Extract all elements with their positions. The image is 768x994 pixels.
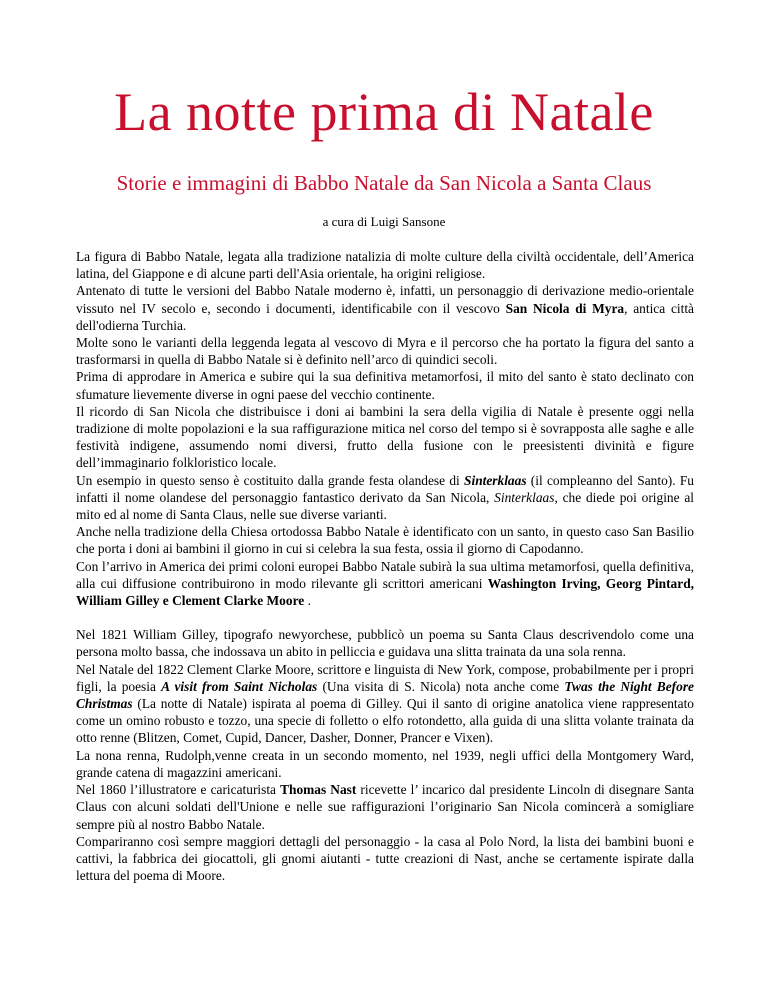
text-run: , che diede poi origine al mito ed al nome di Santa Claus, nelle sue diverse varianti. xyxy=(76,489,694,523)
paragraph-3: Molte sono le varianti della leggenda legata al vescovo di Myra e il percorso che ha portato la figura del santo a trasformarsi in quella di Babbo Natale si è definito nell’arco di quindici secoli. xyxy=(76,335,694,368)
page-title: La notte prima di Natale xyxy=(114,82,654,142)
paragraph-9: Nel 1821 William Gilley, tipografo newyorchese, pubblicò un poema su Santa Claus descrivendolo come una persona molto bassa, che indossava un abito in pelliccia e guidava una slitta trainata da una sola renna. xyxy=(76,627,694,660)
bold-italic-title: A visit from Saint Nicholas xyxy=(161,678,318,694)
paragraph-13: Compariranno così sempre maggiori dettagli del personaggio - la casa al Polo Nord, la lista dei bambini buoni e cattivi, la fabbrica dei giocattoli, gli gnomi aiutanti - tutte creazioni di Nast, anche se certamente ispirate dalla lettura del poema di Moore. xyxy=(76,833,694,884)
text-run: Con l’arrivo in America dei primi coloni europei Babbo Natale subirà la sua ultima metamorfosi, quella definitiva, alla cui diffusione contribuirono in modo rilevante gli scrittori americani xyxy=(76,558,694,591)
bold-italic-title: Twas the Night Before Christmas xyxy=(76,678,694,712)
paragraph-5: Il ricordo di San Nicola che distribuisce i doni ai bambini la sera della vigilia di Natale è presente oggi nella tradizione di molte popolazioni e la sua raffigurazione mitica nel corso del tempo si è sovrapposta alle saghe e alle festività indigene, assumendo nomi diversi, frutto della fusione con le preesistenti divinità e figure dell’immaginario folkloristico locale. xyxy=(76,403,694,471)
text-run: Nel 1860 l’illustratore e caricaturista xyxy=(76,782,281,798)
paragraph-10 xyxy=(76,661,694,747)
text-run: ricevette l’ incarico dal presidente Lincoln di disegnare Santa Claus con alcuni soldati dell'Unione e nelle sue raffigurazioni l’originario San Nicola comincerà a somigliare sempre più al nostro Babbo Natale. xyxy=(76,782,694,832)
text-run: Nel Natale del 1822 Clement Clarke Moore, scrittore e linguista di New York, compose, probabilmente per i propri figli, la poesia xyxy=(76,661,694,694)
text-run: Antenato di tutte le versioni del Babbo Natale moderno è, infatti, un personaggio di derivazione medio-orientale vissuto nel IV secolo e, secondo i documenti, identificabile con il vescovo xyxy=(76,283,694,316)
paragraph-12 xyxy=(76,781,694,833)
paragraph-2 xyxy=(76,282,694,334)
page-subtitle: Storie e immagini di Babbo Natale da San Nicola a Santa Claus xyxy=(116,171,652,195)
paragraph-6 xyxy=(76,472,694,524)
body-text xyxy=(76,248,694,884)
bold-name: Thomas Nast xyxy=(280,782,357,798)
paragraph-1: La figura di Babbo Natale, legata alla tradizione natalizia di molte culture della civiltà occidentale, dell’America latina, del Giappone e di alcune parti dell'Asia orientale, ha origini religiose. xyxy=(76,249,694,282)
paragraph-8 xyxy=(76,558,694,610)
bold-italic-term: Sinterklaas xyxy=(464,472,527,488)
bold-name: San Nicola di Myra xyxy=(505,300,625,316)
text-run: (il compleanno del Santo). Fu infatti il nome olandese del personaggio fantastico derivato da San Nicola, xyxy=(76,472,694,505)
italic-term: Sinterklaas xyxy=(494,489,555,505)
text-run: (La notte di Natale) ispirata al poema di Gilley. Qui il santo di origine anatolica viene rappresentato come un omino robusto e tozzo, una specie di folletto o elfo rotondetto, alla guida di una slitta volante trainata da otto renne (Blitzen, Comet, Cupid, Dancer, Dasher, Donner, Prancer e Vixen). xyxy=(76,696,694,746)
text-run: . xyxy=(304,593,311,609)
bold-names: Washington Irving, Georg Pintard, William Gilley e Clement Clarke Moore xyxy=(76,575,694,609)
text-run: , antica città dell'odierna Turchia. xyxy=(76,300,694,333)
text-run: Un esempio in questo senso è costituito dalla grande festa olandese di xyxy=(76,472,465,488)
paragraph-4: Prima di approdare in America e subire qui la sua definitiva metamorfosi, il mito del santo è stato declinato con sfumature lievemente diverse in ogni paese del vecchio continente. xyxy=(76,369,694,402)
paragraph-11: La nona renna, Rudolph,venne creata in un secondo momento, nel 1939, negli uffici della Montgomery Ward, grande catena di magazzini americani. xyxy=(76,747,694,780)
editor-credit: a cura di Luigi Sansone xyxy=(322,214,446,229)
text-run: (Una visita di S. Nicola) nota anche come xyxy=(317,678,565,694)
paragraph-7: Anche nella tradizione della Chiesa ortodossa Babbo Natale è identificato con un santo, in questo caso San Basilio che porta i doni ai bambini il giorno in cui si celebra la sua festa, ossia il giorno di Capodanno. xyxy=(76,524,694,557)
